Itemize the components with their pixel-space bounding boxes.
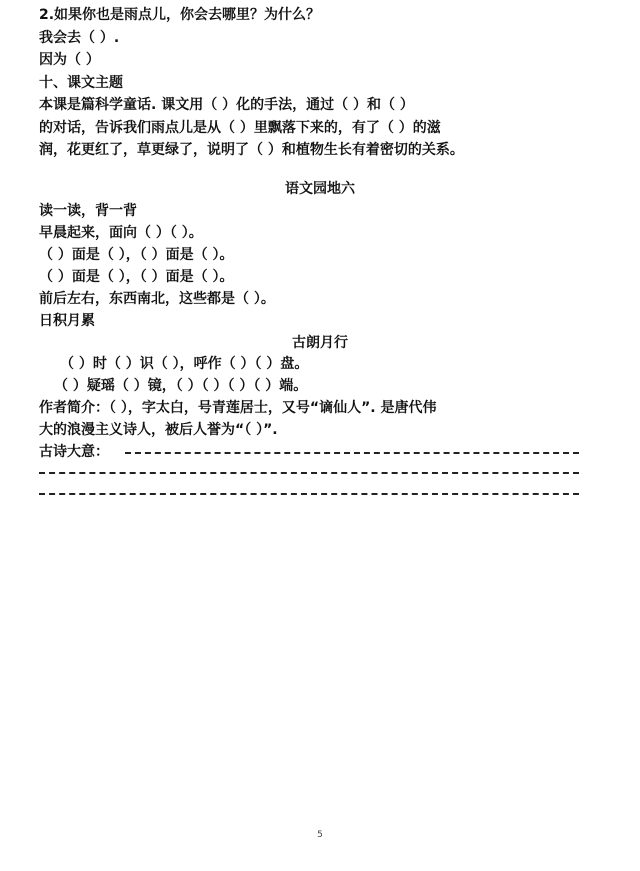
poem-line-1: （ ）时（ ）识（ ），呼作（ ）（ ）盘。 xyxy=(60,356,309,372)
answer-dashed-line-1 xyxy=(125,452,579,454)
theme-paragraph-line-3: 润，花更红了，草更绿了，说明了（ ）和植物生长有着密切的关系。 xyxy=(39,142,464,158)
page-number: 5 xyxy=(317,830,323,840)
directions-line-4: 前后左右，东西南北，这些都是（ ）。 xyxy=(39,291,275,307)
yuwen-yuandi-title: 语文园地六 xyxy=(285,181,355,197)
directions-line-1: 早晨起来，面向（ ）（ ）。 xyxy=(39,225,203,241)
directions-line-2: （ ）面是（ ），（ ）面是（ ）。 xyxy=(39,247,234,263)
poem-title: 古朗月行 xyxy=(292,335,348,351)
answer-dashed-line-3 xyxy=(39,493,579,495)
read-recite-heading: 读一读，背一背 xyxy=(39,203,137,219)
question-2-prompt: 2.如果你也是雨点儿，你会去哪里？为什么？ xyxy=(39,7,321,23)
poem-line-2: （ ）疑瑶（ ）镜，（ ）（ ）（ ）（ ）端。 xyxy=(54,378,308,394)
question-2-go-line: 我会去（ ）. xyxy=(39,30,120,46)
answer-dashed-line-2 xyxy=(39,472,579,474)
poem-meaning-label: 古诗大意： xyxy=(39,444,109,460)
author-intro-line-2: 大的浪漫主义诗人，被后人誉为“（ ）”. xyxy=(39,422,278,438)
directions-line-3: （ ）面是（ ），（ ）面是（ ）。 xyxy=(39,269,234,285)
theme-paragraph-line-2: 的对话，告诉我们雨点儿是从（ ）里飘落下来的，有了（ ）的滋 xyxy=(39,120,441,136)
author-intro-line-1: 作者简介：（ ），字太白，号青莲居士，又号“谪仙人”. 是唐代伟 xyxy=(39,400,437,416)
theme-paragraph-line-1: 本课是篇科学童话. 课文用（ ）化的手法，通过（ ）和（ ） xyxy=(39,97,414,113)
section-10-heading: 十、课文主题 xyxy=(39,75,123,91)
question-2-because-line: 因为（ ） xyxy=(39,52,100,68)
accumulate-heading: 日积月累 xyxy=(39,313,95,329)
